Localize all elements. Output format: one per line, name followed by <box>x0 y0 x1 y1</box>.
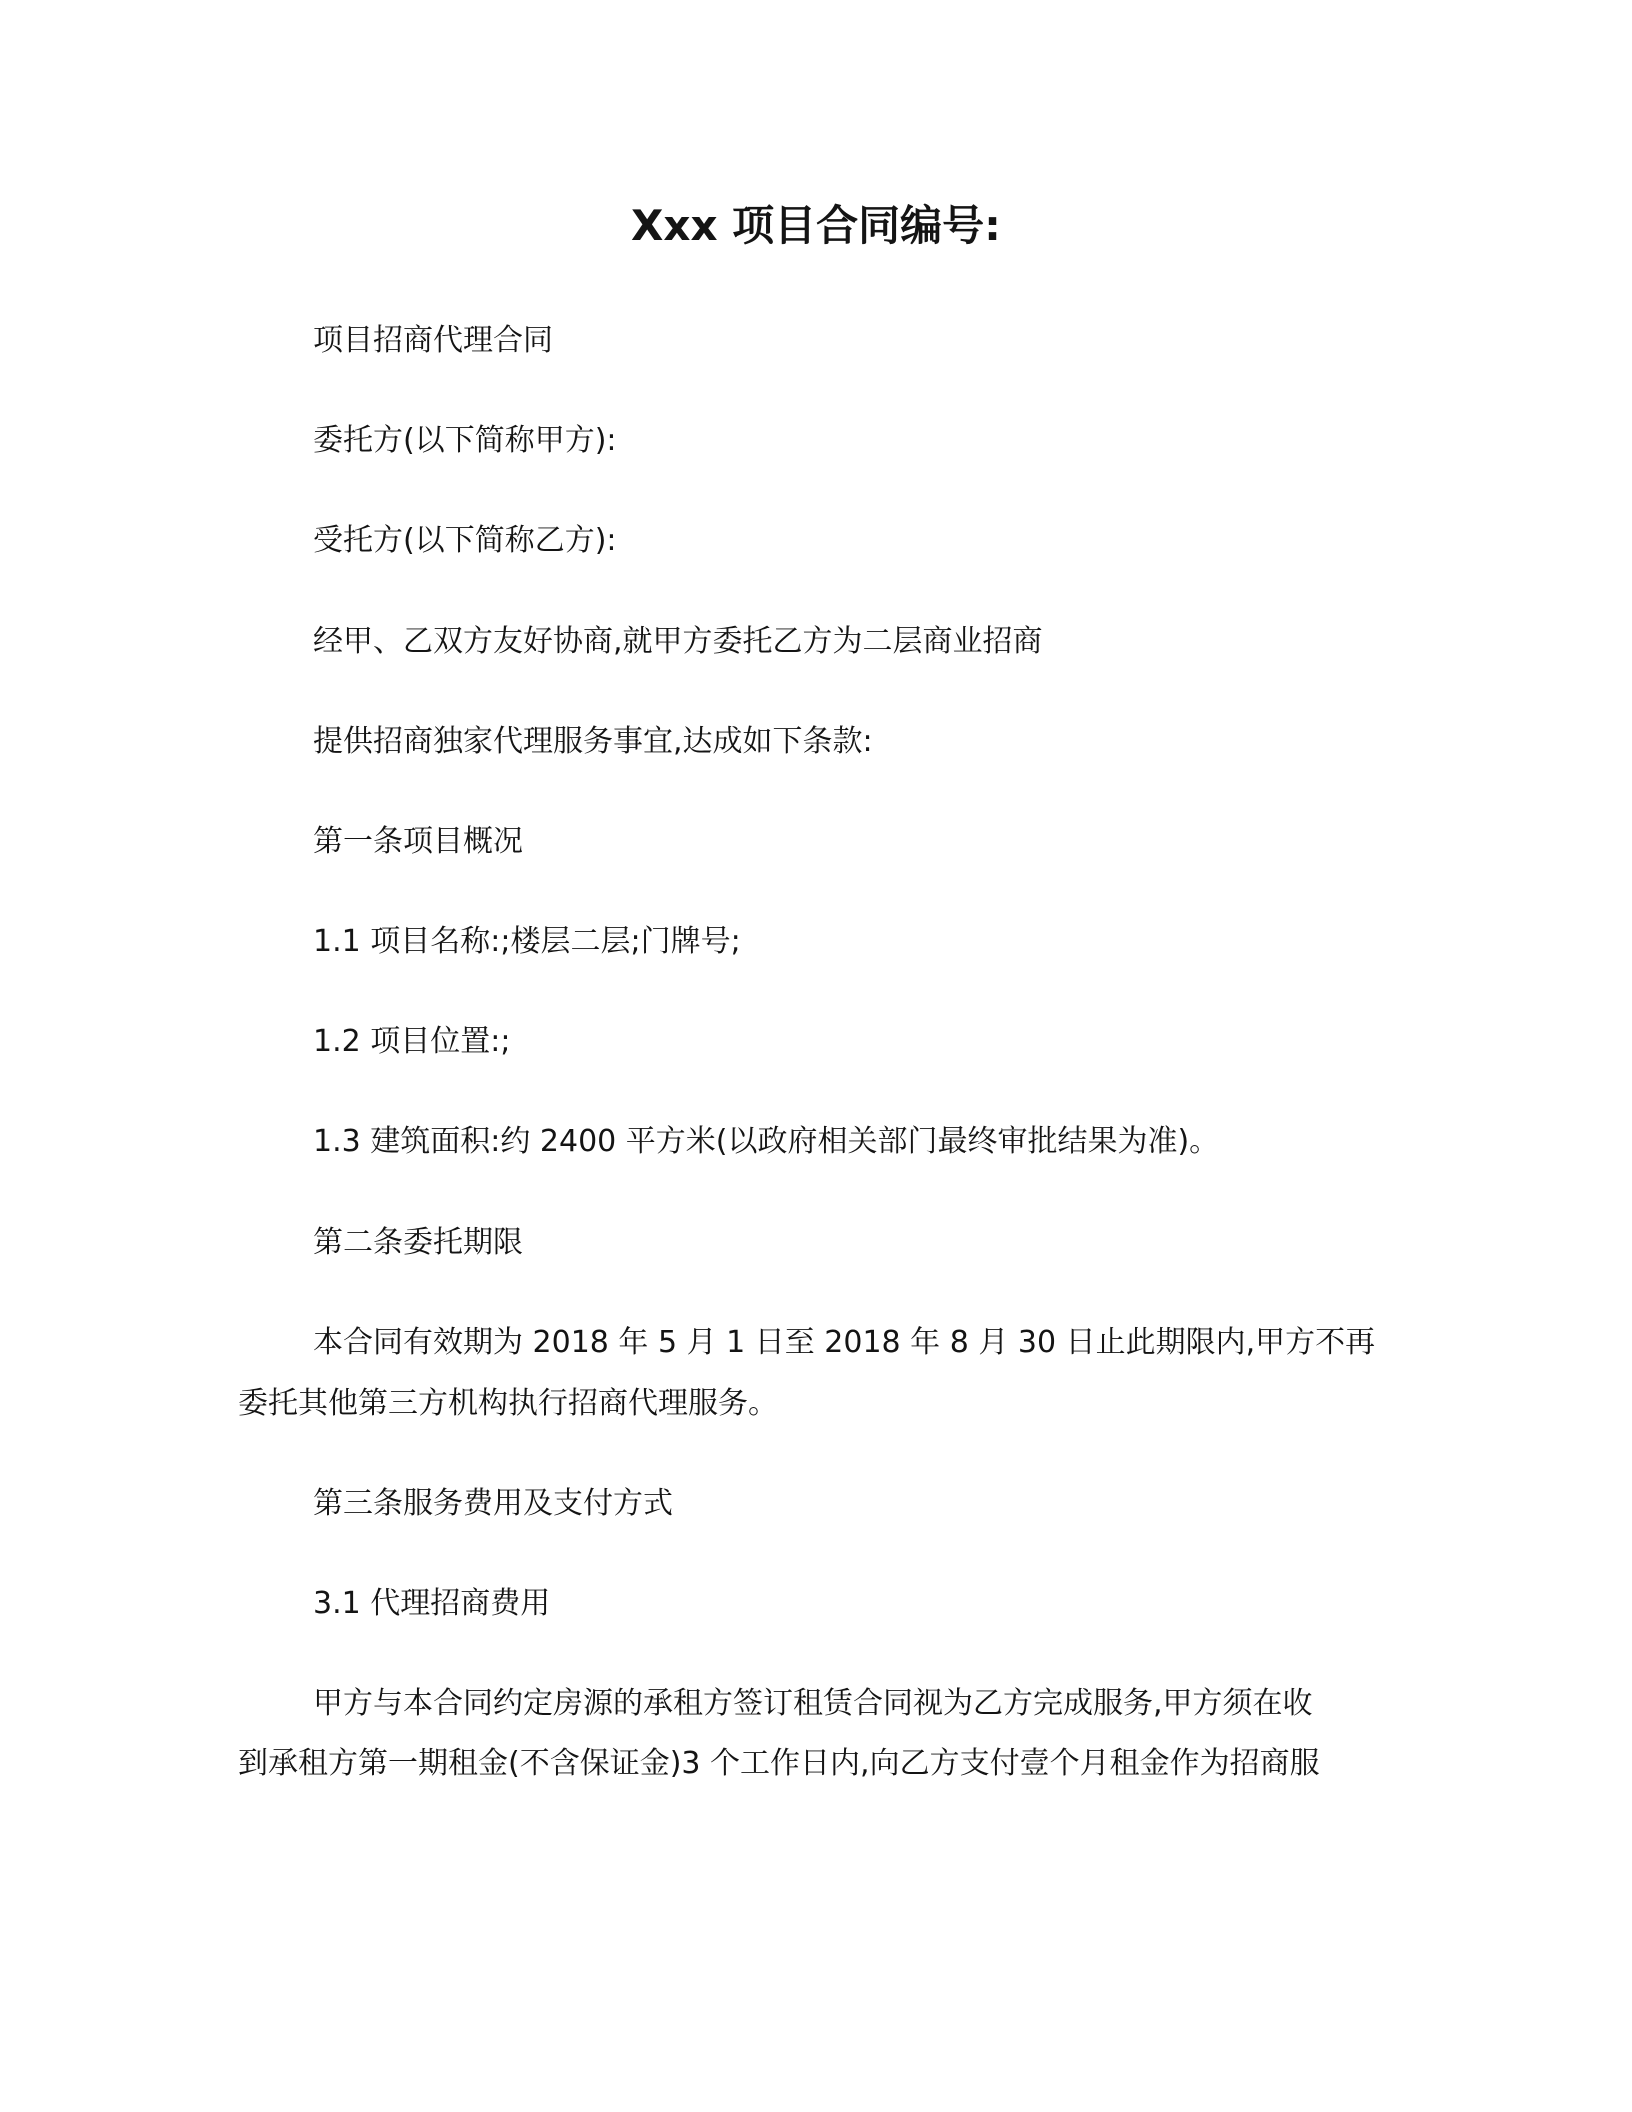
clause-1-3: 1.3 建筑面积:约 2400 平方米(以政府相关部门最终审批结果为准)。 <box>313 1124 1220 1159</box>
article-1-heading: 第一条项目概况 <box>313 824 523 859</box>
document-title: Xxx 项目合同编号: <box>631 201 1001 250</box>
fee-line-1: 甲方与本合同约定房源的承租方签订租赁合同视为乙方完成服务,甲方须在收 <box>313 1686 1313 1721</box>
clause-1-2: 1.2 项目位置:; <box>313 1024 511 1059</box>
contract-name: 项目招商代理合同 <box>313 323 553 358</box>
fee-line-2: 到承租方第一期租金(不含保证金)3 个工作日内,向乙方支付壹个月租金作为招商服 <box>238 1746 1320 1781</box>
term-line-1: 本合同有效期为 2018 年 5 月 1 日至 2018 年 8 月 30 日止此期限内,甲方不再 <box>313 1325 1376 1360</box>
clause-1-1: 1.1 项目名称:;楼层二层;门牌号; <box>313 924 741 959</box>
party-a-line: 委托方(以下简称甲方): <box>313 423 617 458</box>
article-2-heading: 第二条委托期限 <box>313 1225 523 1260</box>
clause-3-1: 3.1 代理招商费用 <box>313 1586 551 1621</box>
preamble-line-1: 经甲、乙双方友好协商,就甲方委托乙方为二层商业招商 <box>313 624 1043 659</box>
preamble-line-2: 提供招商独家代理服务事宜,达成如下条款: <box>313 724 873 759</box>
party-b-line: 受托方(以下简称乙方): <box>313 523 617 558</box>
article-3-heading: 第三条服务费用及支付方式 <box>313 1486 673 1521</box>
term-line-2: 委托其他第三方机构执行招商代理服务。 <box>238 1386 778 1421</box>
